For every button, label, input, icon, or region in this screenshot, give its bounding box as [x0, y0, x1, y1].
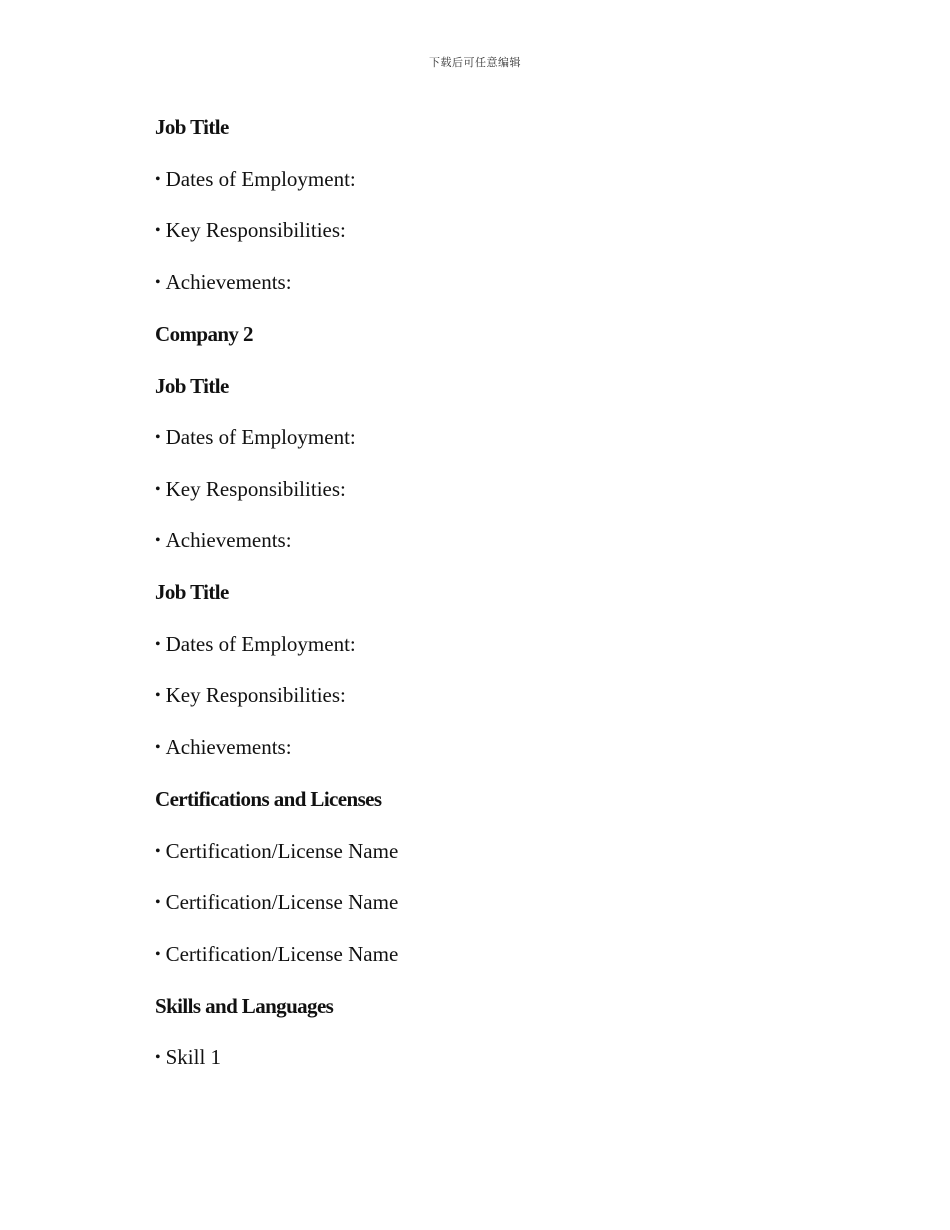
bullet-text: Achievements:: [165, 270, 292, 294]
bullet-achievements: [155, 530, 292, 551]
bullet-dot: •: [155, 222, 161, 239]
bullet-dot: •: [155, 894, 161, 911]
bullet-key-responsibilities: [155, 685, 346, 706]
bullet-text: Key Responsibilities:: [165, 218, 346, 242]
bullet-dates-of-employment: [155, 634, 356, 655]
job-title-heading: Job Title: [155, 580, 229, 604]
bullet-certification-name: [155, 944, 398, 965]
bullet-dates-of-employment: [155, 169, 356, 190]
bullet-text: Key Responsibilities:: [165, 477, 346, 501]
bullet-dot: •: [155, 481, 161, 498]
bullet-achievements: [155, 272, 292, 293]
company-heading: Company 2: [155, 322, 253, 346]
bullet-text: Achievements:: [165, 528, 292, 552]
bullet-text: Dates of Employment:: [165, 425, 356, 449]
bullet-dot: •: [155, 636, 161, 653]
bullet-text: Certification/License Name: [165, 890, 399, 914]
bullet-skill: [155, 1047, 221, 1068]
job-title-heading: Job Title: [155, 115, 229, 139]
bullet-certification-name: [155, 892, 398, 913]
bullet-text: Skill 1: [165, 1045, 222, 1069]
bullet-dates-of-employment: [155, 427, 356, 448]
bullet-key-responsibilities: [155, 220, 346, 241]
page-header-watermark-text: 下载后可任意编辑: [429, 56, 521, 69]
bullet-dot: •: [155, 171, 161, 188]
bullet-certification-name: [155, 841, 398, 862]
bullet-dot: •: [155, 1049, 161, 1066]
bullet-text: Certification/License Name: [165, 839, 399, 863]
job-title-heading: Job Title: [155, 374, 229, 398]
bullet-achievements: [155, 737, 292, 758]
bullet-dot: •: [155, 687, 161, 704]
certifications-heading: Certifications and Licenses: [155, 787, 382, 811]
bullet-text: Achievements:: [165, 735, 292, 759]
bullet-dot: •: [155, 739, 161, 756]
bullet-dot: •: [155, 532, 161, 549]
bullet-text: Certification/License Name: [165, 942, 399, 966]
bullet-key-responsibilities: [155, 479, 346, 500]
bullet-dot: •: [155, 274, 161, 291]
bullet-text: Dates of Employment:: [165, 167, 356, 191]
bullet-text: Dates of Employment:: [165, 632, 356, 656]
bullet-dot: •: [155, 843, 161, 860]
bullet-dot: •: [155, 429, 161, 446]
bullet-text: Key Responsibilities:: [165, 683, 346, 707]
skills-heading: Skills and Languages: [155, 994, 334, 1018]
bullet-dot: •: [155, 946, 161, 963]
